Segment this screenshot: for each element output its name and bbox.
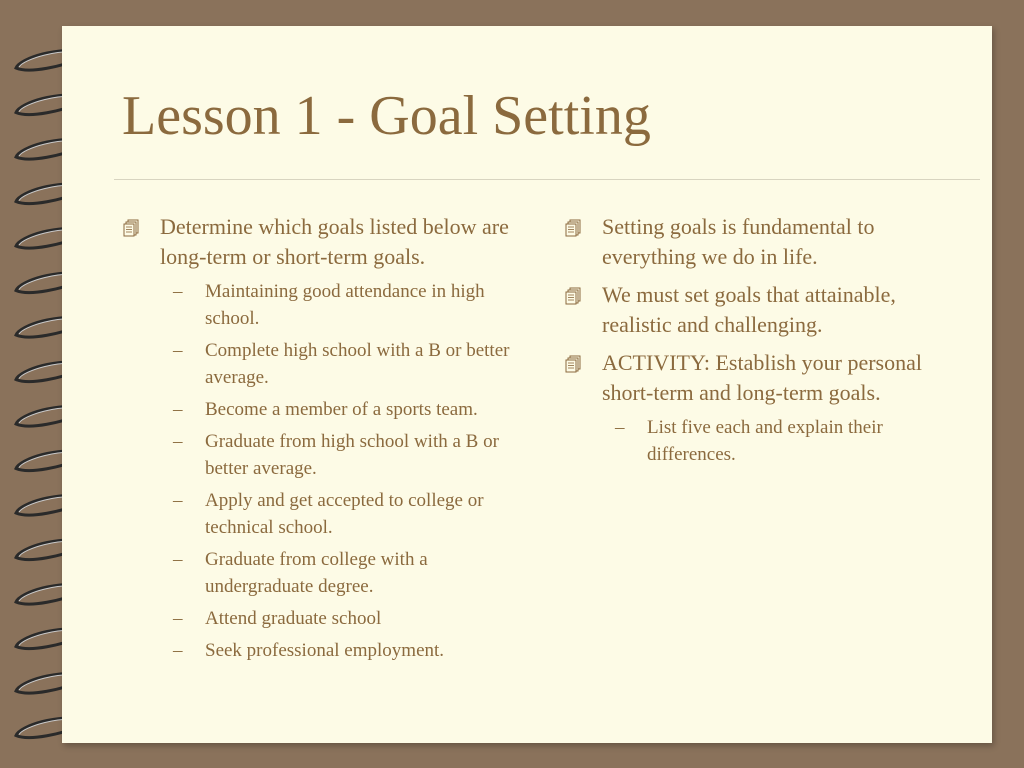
dash-marker: – [173, 608, 183, 629]
list-item-text: List five each and explain their differences. [647, 417, 883, 465]
dash-marker: – [173, 281, 183, 302]
title-divider [114, 179, 980, 180]
stacked-pages-icon [564, 355, 582, 373]
list-item-text: Become a member of a sports team. [205, 399, 478, 420]
list-item-text: Graduate from high school with a B or better average. [205, 431, 499, 479]
right-bullet [564, 348, 964, 408]
list-item [173, 428, 523, 482]
stacked-pages-icon [564, 287, 582, 305]
dash-marker: – [173, 490, 183, 511]
list-item-text: Attend graduate school [205, 608, 382, 629]
right-bullet-text: Setting goals is fundamental to everything we do in life. [602, 214, 875, 269]
slide-title: Lesson 1 - Goal Setting [122, 85, 651, 147]
right-bullet [564, 212, 964, 272]
notebook-page [62, 26, 992, 743]
right-sub-list [564, 414, 964, 468]
dash-marker: – [173, 340, 183, 361]
left-bullet [122, 212, 522, 272]
list-item [173, 546, 523, 600]
dash-marker: – [173, 431, 183, 452]
list-item [173, 487, 523, 541]
dash-marker: – [615, 417, 625, 438]
list-item-text: Maintaining good attendance in high school. [205, 281, 485, 329]
right-bullet [564, 280, 964, 340]
left-column [122, 212, 522, 669]
list-item [615, 414, 965, 468]
stacked-pages-icon [564, 219, 582, 237]
list-item [173, 396, 523, 423]
left-bullet-text: Determine which goals listed below are long-term or short-term goals. [160, 214, 509, 269]
list-item [173, 337, 523, 391]
list-item [173, 605, 523, 632]
right-bullet-text: We must set goals that attainable, realistic and challenging. [602, 282, 896, 337]
list-item [173, 637, 523, 664]
dash-marker: – [173, 399, 183, 420]
left-sub-list [122, 278, 522, 664]
dash-marker: – [173, 640, 183, 661]
list-item-text: Apply and get accepted to college or technical school. [205, 490, 484, 538]
list-item-text: Graduate from college with a undergraduate degree. [205, 549, 428, 597]
list-item-text: Complete high school with a B or better average. [205, 340, 510, 388]
dash-marker: – [173, 549, 183, 570]
stacked-pages-icon [122, 219, 140, 237]
right-column [564, 212, 964, 473]
right-bullet-text: ACTIVITY: Establish your personal short-term and long-term goals. [602, 350, 922, 405]
list-item [173, 278, 523, 332]
list-item-text: Seek professional employment. [205, 640, 445, 661]
